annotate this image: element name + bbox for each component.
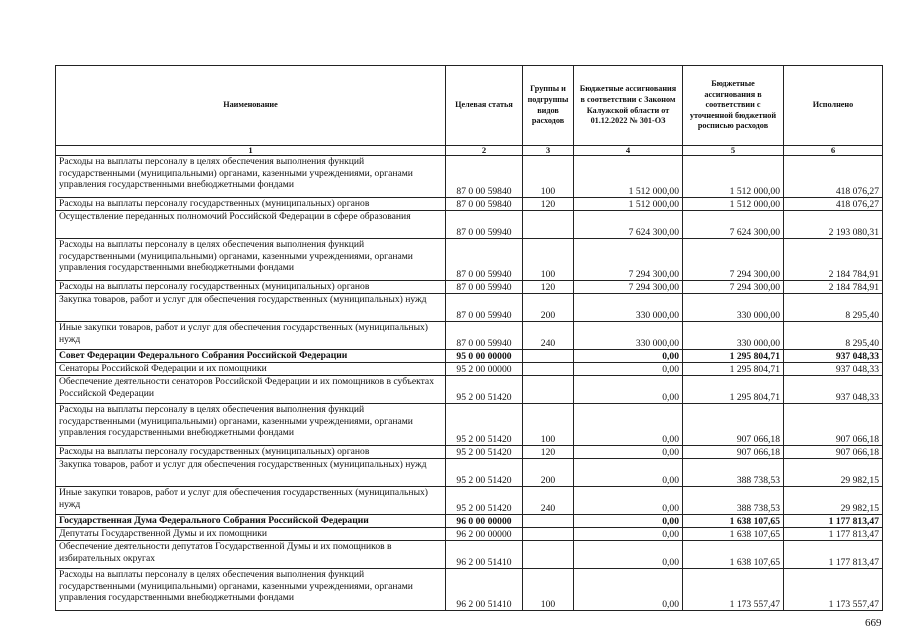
header-executed: Исполнено bbox=[784, 66, 883, 146]
cell-target: 87 0 00 59940 bbox=[446, 322, 523, 350]
cell-refined: 1 638 107,65 bbox=[683, 541, 784, 569]
cell-executed: 937 048,33 bbox=[784, 363, 883, 376]
table-row bbox=[56, 459, 883, 487]
cell-group: 240 bbox=[523, 487, 574, 515]
cell-executed: 1 177 813,47 bbox=[784, 528, 883, 541]
cell-executed: 1 177 813,47 bbox=[784, 541, 883, 569]
cell-target: 87 0 00 59840 bbox=[446, 156, 523, 198]
cell-group: 120 bbox=[523, 281, 574, 294]
cell-executed: 8 295,40 bbox=[784, 294, 883, 322]
cell-name: Обеспечение деятельности сенаторов Российской Федерации и их помощников в субъектах Российской Федерации bbox=[56, 376, 446, 404]
cell-executed: 418 076,27 bbox=[784, 198, 883, 211]
cell-name: Расходы на выплаты персоналу в целях обеспечения выполнения функций государственными (муниципальными) органами, казенными учреждениями, органами управления государственными внебюджетными фондами bbox=[56, 404, 446, 446]
cell-target: 87 0 00 59940 bbox=[446, 281, 523, 294]
cell-target: 95 2 00 51420 bbox=[446, 404, 523, 446]
cell-group: 100 bbox=[523, 569, 574, 611]
cell-law: 0,00 bbox=[574, 459, 683, 487]
cell-refined: 1 173 557,47 bbox=[683, 569, 784, 611]
cell-law: 0,00 bbox=[574, 528, 683, 541]
cell-group: 100 bbox=[523, 156, 574, 198]
cell-executed: 29 982,15 bbox=[784, 487, 883, 515]
cell-refined: 1 512 000,00 bbox=[683, 156, 784, 198]
cell-target: 95 2 00 51420 bbox=[446, 376, 523, 404]
cell-law: 7 294 300,00 bbox=[574, 281, 683, 294]
cell-target: 87 0 00 59940 bbox=[446, 211, 523, 239]
cell-target: 96 2 00 51410 bbox=[446, 541, 523, 569]
table-row bbox=[56, 322, 883, 350]
cell-law: 0,00 bbox=[574, 376, 683, 404]
cell-name: Иные закупки товаров, работ и услуг для обеспечения государственных (муниципальных) нужд bbox=[56, 322, 446, 350]
cell-target: 95 0 00 00000 bbox=[446, 350, 523, 363]
cell-target: 96 0 00 00000 bbox=[446, 515, 523, 528]
cell-group bbox=[523, 211, 574, 239]
cell-name: Расходы на выплаты персоналу государственных (муниципальных) органов bbox=[56, 446, 446, 459]
cell-name: Расходы на выплаты персоналу государственных (муниципальных) органов bbox=[56, 198, 446, 211]
cell-group: 200 bbox=[523, 459, 574, 487]
cell-group bbox=[523, 350, 574, 363]
header-groups: Группы и подгруппы видов расходов bbox=[523, 66, 574, 146]
cell-law: 1 512 000,00 bbox=[574, 198, 683, 211]
column-number: 5 bbox=[683, 146, 784, 156]
cell-law: 7 294 300,00 bbox=[574, 239, 683, 281]
cell-law: 0,00 bbox=[574, 363, 683, 376]
table-row bbox=[56, 404, 883, 446]
cell-executed: 2 193 080,31 bbox=[784, 211, 883, 239]
cell-name: Осуществление переданных полномочий Российской Федерации в сфере образования bbox=[56, 211, 446, 239]
table-row bbox=[56, 156, 883, 198]
cell-refined: 330 000,00 bbox=[683, 294, 784, 322]
cell-refined: 7 294 300,00 bbox=[683, 239, 784, 281]
cell-target: 87 0 00 59840 bbox=[446, 198, 523, 211]
cell-name: Закупка товаров, работ и услуг для обеспечения государственных (муниципальных) нужд bbox=[56, 294, 446, 322]
column-number: 4 bbox=[574, 146, 683, 156]
cell-name: Сенаторы Российской Федерации и их помощники bbox=[56, 363, 446, 376]
cell-law: 0,00 bbox=[574, 404, 683, 446]
cell-name: Иные закупки товаров, работ и услуг для обеспечения государственных (муниципальных) нужд bbox=[56, 487, 446, 515]
cell-refined: 1 295 804,71 bbox=[683, 363, 784, 376]
cell-group bbox=[523, 363, 574, 376]
table-row bbox=[56, 281, 883, 294]
column-number-row bbox=[56, 146, 883, 156]
table-row bbox=[56, 211, 883, 239]
column-number: 2 bbox=[446, 146, 523, 156]
cell-group bbox=[523, 515, 574, 528]
column-number: 6 bbox=[784, 146, 883, 156]
cell-executed: 2 184 784,91 bbox=[784, 239, 883, 281]
cell-name: Расходы на выплаты персоналу в целях обеспечения выполнения функций государственными (муниципальными) органами, казенными учреждениями, органами управления государственными внебюджетными фондами bbox=[56, 239, 446, 281]
cell-target: 96 2 00 00000 bbox=[446, 528, 523, 541]
cell-group bbox=[523, 528, 574, 541]
cell-law: 0,00 bbox=[574, 541, 683, 569]
cell-executed: 937 048,33 bbox=[784, 350, 883, 363]
cell-refined: 1 638 107,65 bbox=[683, 528, 784, 541]
page-number: 669 bbox=[865, 617, 882, 629]
cell-group: 120 bbox=[523, 198, 574, 211]
cell-refined: 907 066,18 bbox=[683, 404, 784, 446]
table-row bbox=[56, 487, 883, 515]
cell-name: Расходы на выплаты персоналу в целях обеспечения выполнения функций государственными (муниципальными) органами, казенными учреждениями, органами управления государственными внебюджетными фондами bbox=[56, 569, 446, 611]
cell-target: 95 2 00 51420 bbox=[446, 459, 523, 487]
cell-target: 95 2 00 51420 bbox=[446, 487, 523, 515]
cell-law: 330 000,00 bbox=[574, 294, 683, 322]
cell-executed: 937 048,33 bbox=[784, 376, 883, 404]
cell-law: 1 512 000,00 bbox=[574, 156, 683, 198]
cell-name: Государственная Дума Федерального Собрания Российской Федерации bbox=[56, 515, 446, 528]
table-row bbox=[56, 350, 883, 363]
header-target: Целевая статья bbox=[446, 66, 523, 146]
cell-law: 330 000,00 bbox=[574, 322, 683, 350]
cell-executed: 907 066,18 bbox=[784, 404, 883, 446]
header-law: Бюджетные ассигнования в соответствии с Законом Калужской области от 01.12.2022 № 301-ОЗ bbox=[574, 66, 683, 146]
header-name: Наименование bbox=[56, 66, 446, 146]
cell-group bbox=[523, 541, 574, 569]
cell-target: 87 0 00 59940 bbox=[446, 294, 523, 322]
cell-group: 120 bbox=[523, 446, 574, 459]
header-row bbox=[56, 66, 883, 146]
cell-group: 200 bbox=[523, 294, 574, 322]
cell-executed: 8 295,40 bbox=[784, 322, 883, 350]
cell-group: 100 bbox=[523, 404, 574, 446]
cell-name: Депутаты Государственной Думы и их помощники bbox=[56, 528, 446, 541]
cell-executed: 2 184 784,91 bbox=[784, 281, 883, 294]
cell-executed: 29 982,15 bbox=[784, 459, 883, 487]
cell-law: 0,00 bbox=[574, 350, 683, 363]
column-number: 1 bbox=[56, 146, 446, 156]
cell-name: Совет Федерации Федерального Собрания Российской Федерации bbox=[56, 350, 446, 363]
cell-refined: 388 738,53 bbox=[683, 459, 784, 487]
cell-refined: 330 000,00 bbox=[683, 322, 784, 350]
cell-law: 7 624 300,00 bbox=[574, 211, 683, 239]
cell-group: 240 bbox=[523, 322, 574, 350]
cell-group: 100 bbox=[523, 239, 574, 281]
cell-law: 0,00 bbox=[574, 446, 683, 459]
cell-law: 0,00 bbox=[574, 515, 683, 528]
table-row bbox=[56, 376, 883, 404]
cell-refined: 1 295 804,71 bbox=[683, 376, 784, 404]
cell-refined: 1 295 804,71 bbox=[683, 350, 784, 363]
cell-name: Закупка товаров, работ и услуг для обеспечения государственных (муниципальных) нужд bbox=[56, 459, 446, 487]
cell-target: 96 2 00 51410 bbox=[446, 569, 523, 611]
cell-refined: 1 638 107,65 bbox=[683, 515, 784, 528]
table-row bbox=[56, 541, 883, 569]
header-refined: Бюджетные ассигнования в соответствии с уточненной бюджетной росписью расходов bbox=[683, 66, 784, 146]
cell-law: 0,00 bbox=[574, 487, 683, 515]
cell-executed: 1 177 813,47 bbox=[784, 515, 883, 528]
cell-target: 95 2 00 00000 bbox=[446, 363, 523, 376]
table-row bbox=[56, 198, 883, 211]
cell-refined: 7 624 300,00 bbox=[683, 211, 784, 239]
cell-executed: 418 076,27 bbox=[784, 156, 883, 198]
cell-name: Расходы на выплаты персоналу в целях обеспечения выполнения функций государственными (муниципальными) органами, казенными учреждениями, органами управления государственными внебюджетными фондами bbox=[56, 156, 446, 198]
cell-name: Расходы на выплаты персоналу государственных (муниципальных) органов bbox=[56, 281, 446, 294]
table-row bbox=[56, 528, 883, 541]
cell-refined: 1 512 000,00 bbox=[683, 198, 784, 211]
column-number: 3 bbox=[523, 146, 574, 156]
table-row bbox=[56, 239, 883, 281]
cell-name: Обеспечение деятельности депутатов Государственной Думы и их помощников в избирательных округах bbox=[56, 541, 446, 569]
cell-executed: 907 066,18 bbox=[784, 446, 883, 459]
cell-refined: 907 066,18 bbox=[683, 446, 784, 459]
table-row bbox=[56, 515, 883, 528]
cell-refined: 388 738,53 bbox=[683, 487, 784, 515]
cell-executed: 1 173 557,47 bbox=[784, 569, 883, 611]
table-row bbox=[56, 363, 883, 376]
table-row bbox=[56, 294, 883, 322]
table-row bbox=[56, 446, 883, 459]
cell-law: 0,00 bbox=[574, 569, 683, 611]
table-row bbox=[56, 569, 883, 611]
table-body bbox=[56, 156, 883, 611]
cell-target: 95 2 00 51420 bbox=[446, 446, 523, 459]
cell-group bbox=[523, 376, 574, 404]
cell-target: 87 0 00 59940 bbox=[446, 239, 523, 281]
budget-table bbox=[55, 65, 883, 611]
cell-refined: 7 294 300,00 bbox=[683, 281, 784, 294]
